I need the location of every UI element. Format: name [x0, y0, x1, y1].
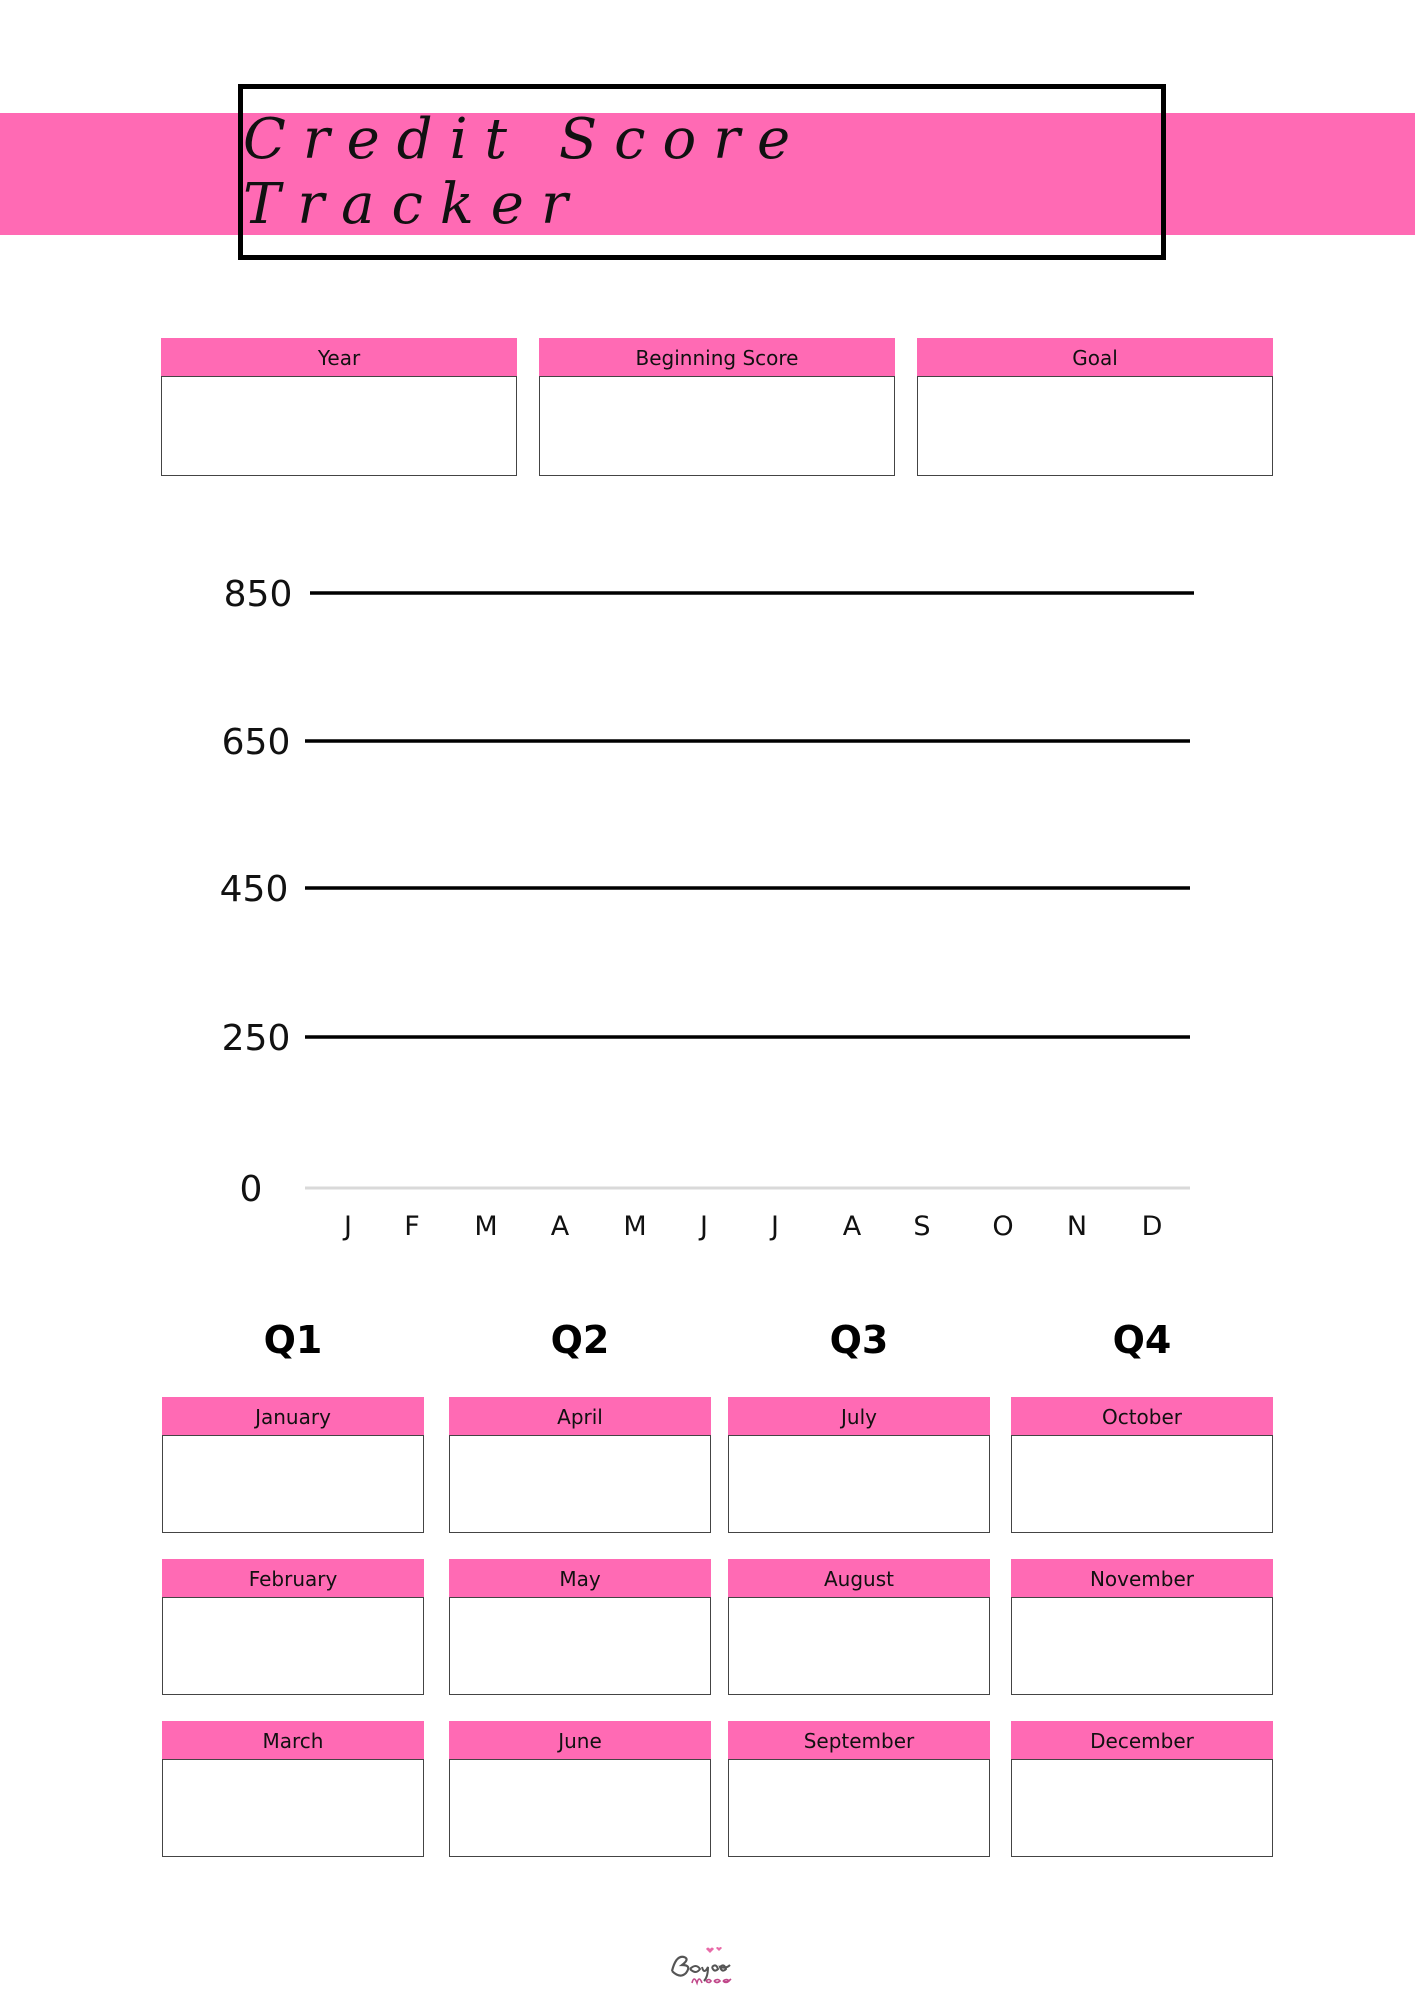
beginning-score-label: Beginning Score — [539, 338, 895, 376]
month-box-january — [162, 1397, 424, 1537]
month-box-june — [449, 1721, 711, 1861]
month-entry-field[interactable] — [449, 1759, 711, 1857]
month-label: January — [162, 1397, 424, 1435]
month-label: July — [728, 1397, 990, 1435]
month-box-july — [728, 1397, 990, 1537]
brand-logo — [662, 1945, 752, 1991]
month-entry-field[interactable] — [449, 1435, 711, 1533]
month-label: August — [728, 1559, 990, 1597]
month-label: September — [728, 1721, 990, 1759]
month-entry-field[interactable] — [449, 1597, 711, 1695]
y-tick-label: 450 — [219, 869, 289, 910]
month-entry-field[interactable] — [162, 1597, 424, 1695]
month-box-november — [1011, 1559, 1273, 1699]
month-box-may — [449, 1559, 711, 1699]
goal-field[interactable] — [917, 376, 1273, 476]
y-tick-label: 650 — [221, 722, 291, 763]
x-tick-label: J — [771, 1211, 779, 1242]
x-tick-label: N — [1066, 1211, 1088, 1242]
page-title: Credit Score Tracker — [243, 107, 808, 237]
beginning-score-box — [539, 338, 895, 476]
month-label: December — [1011, 1721, 1273, 1759]
month-label: June — [449, 1721, 711, 1759]
month-box-october — [1011, 1397, 1273, 1537]
beginning-score-field[interactable] — [539, 376, 895, 476]
quarter-label-q1: Q1 — [263, 1318, 323, 1362]
x-tick-label: A — [842, 1211, 862, 1242]
month-box-february — [162, 1559, 424, 1699]
month-box-april — [449, 1397, 711, 1537]
month-box-december — [1011, 1721, 1273, 1861]
x-tick-label: M — [474, 1211, 498, 1242]
x-tick-label: O — [992, 1211, 1014, 1242]
month-label: May — [449, 1559, 711, 1597]
month-entry-field[interactable] — [162, 1759, 424, 1857]
month-label: November — [1011, 1559, 1273, 1597]
month-box-march — [162, 1721, 424, 1861]
month-box-september — [728, 1721, 990, 1861]
y-tick-label: 250 — [221, 1018, 291, 1059]
goal-box — [917, 338, 1273, 476]
month-entry-field[interactable] — [1011, 1759, 1273, 1857]
month-entry-field[interactable] — [728, 1759, 990, 1857]
month-label: March — [162, 1721, 424, 1759]
month-label: February — [162, 1559, 424, 1597]
x-tick-label: J — [700, 1211, 708, 1242]
quarter-label-q2: Q2 — [550, 1318, 610, 1362]
quarter-label-q4: Q4 — [1112, 1318, 1172, 1362]
x-tick-label: F — [404, 1211, 420, 1242]
month-entry-field[interactable] — [728, 1597, 990, 1695]
month-entry-field[interactable] — [1011, 1597, 1273, 1695]
x-tick-label: A — [550, 1211, 570, 1242]
month-entry-field[interactable] — [1011, 1435, 1273, 1533]
quarter-label-q3: Q3 — [829, 1318, 889, 1362]
month-entry-field[interactable] — [162, 1435, 424, 1533]
x-tick-label: M — [623, 1211, 647, 1242]
year-field[interactable] — [161, 376, 517, 476]
month-label: October — [1011, 1397, 1273, 1435]
y-tick-label: 0 — [239, 1169, 263, 1210]
year-label: Year — [161, 338, 517, 376]
month-box-august — [728, 1559, 990, 1699]
month-entry-field[interactable] — [728, 1435, 990, 1533]
title-frame — [238, 84, 1166, 260]
y-tick-label: 850 — [223, 574, 293, 615]
x-tick-label: S — [913, 1211, 931, 1242]
year-box — [161, 338, 517, 476]
x-tick-label: D — [1141, 1211, 1163, 1242]
x-tick-label: J — [344, 1211, 352, 1242]
goal-label: Goal — [917, 338, 1273, 376]
month-label: April — [449, 1397, 711, 1435]
